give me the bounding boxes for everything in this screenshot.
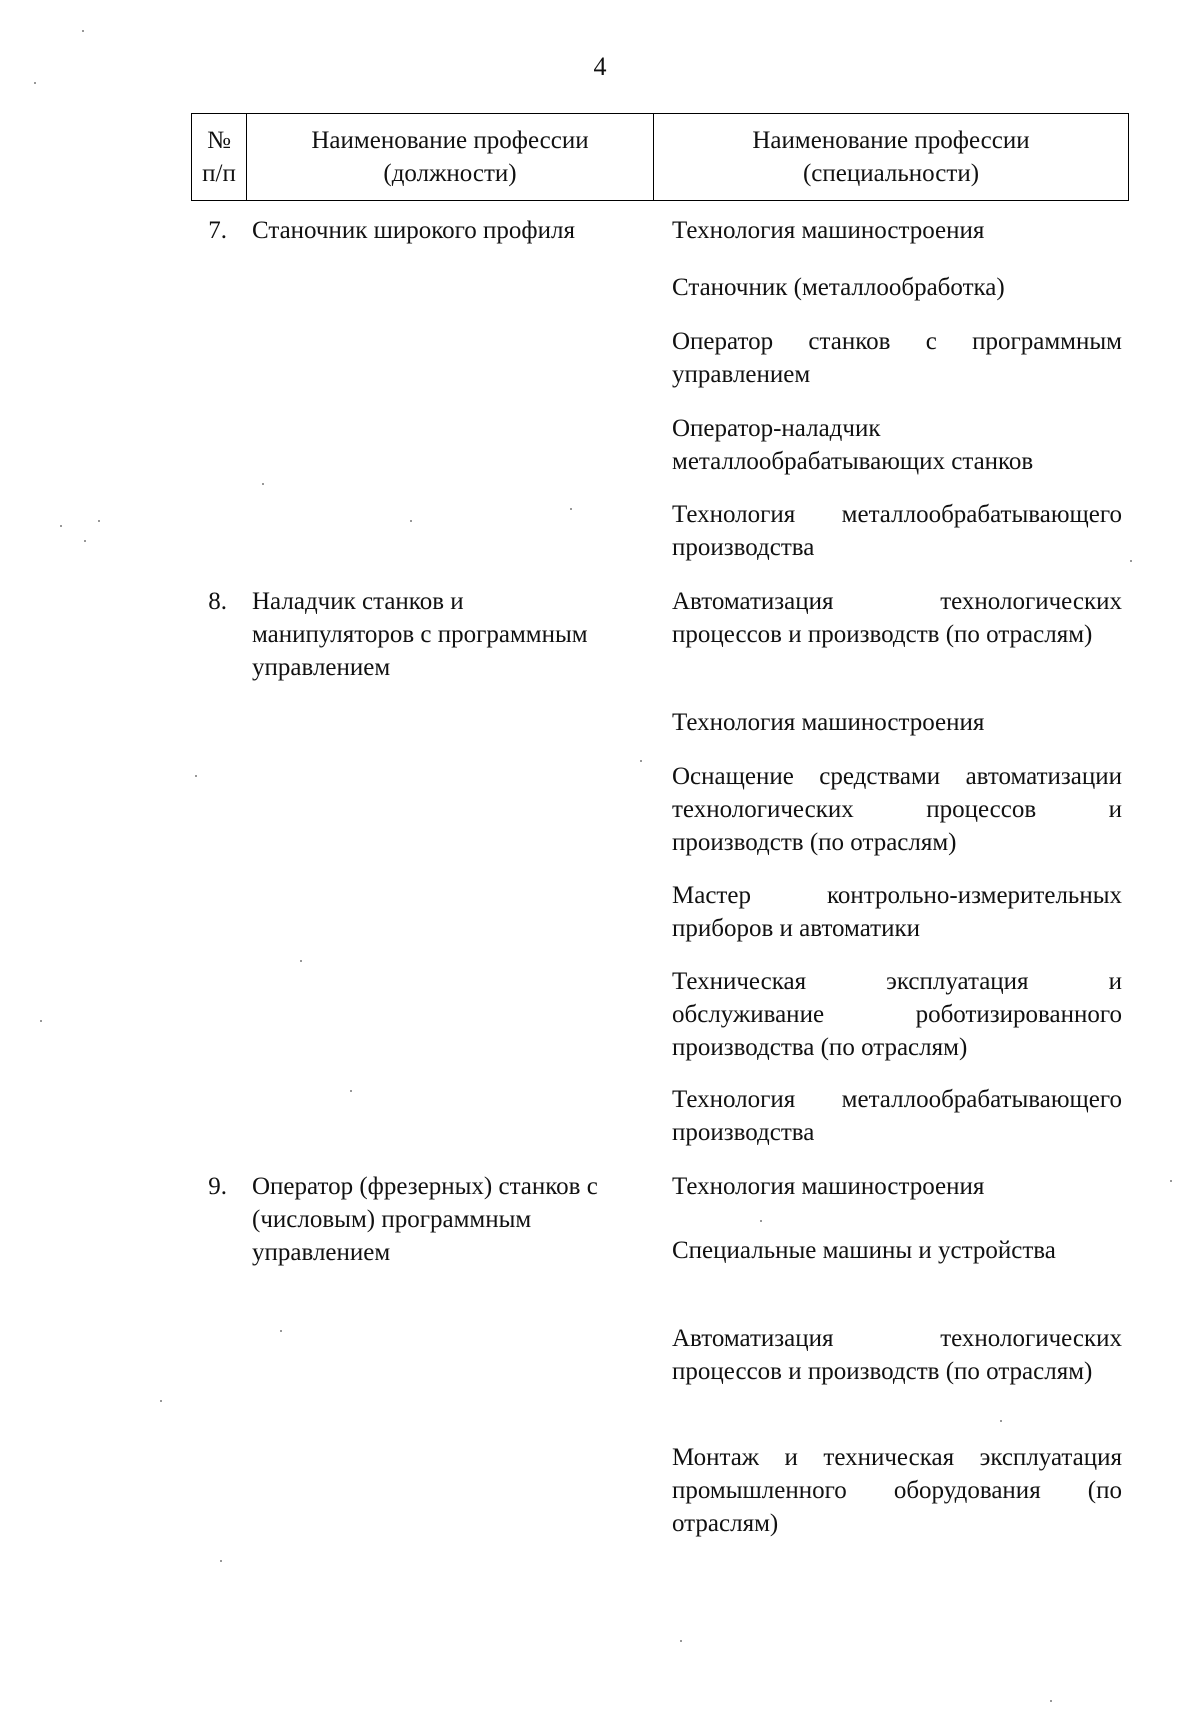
table-header <box>191 113 1129 201</box>
header-profession-line-2: (должности) <box>383 160 517 187</box>
row-7-specialty-2: Станочник (металлообработка) <box>672 274 1005 301</box>
row-7-specialty-3: Оператор станков с программным управлением <box>672 328 1122 388</box>
header-profession-line-1: Наименование профессии <box>311 127 589 154</box>
row-8-specialty-2: Технология машиностроения <box>672 709 985 736</box>
row-7-specialty-5: Технология металлообрабатывающего производства <box>672 501 1122 561</box>
row-8-profession: Наладчик станков и манипуляторов с программным управлением <box>252 588 588 681</box>
row-9-specialty-1: Технология машиностроения <box>672 1173 985 1200</box>
header-num-line-1: № <box>207 127 231 154</box>
row-9-profession: Оператор (фрезерных) станков с (числовым) программным управлением <box>252 1173 598 1266</box>
row-8-specialty-5: Техническая эксплуатация и обслуживание роботизированного производства (по отраслям) <box>672 968 1122 1061</box>
header-num-line-2: п/п <box>202 160 236 187</box>
row-9-specialty-2: Специальные машины и устройства <box>672 1237 1056 1264</box>
row-8-specialty-4: Мастер контрольно-измерительных приборов и автоматики <box>672 882 1122 942</box>
row-8-specialty-3: Оснащение средствами автоматизации технологических процессов и производств (по отраслям) <box>672 763 1122 856</box>
header-num-cell <box>192 114 247 200</box>
page-number: 4 <box>593 52 607 81</box>
row-7-specialty-4: Оператор-наладчик металлообрабатывающих станков <box>672 415 1034 475</box>
header-specialty-line-2: (специальности) <box>802 160 980 187</box>
row-8-specialty-1: Автоматизация технологических процессов и производств (по отраслям) <box>672 588 1122 648</box>
row-8-number: 8. <box>208 588 227 615</box>
row-7-specialty-1: Технология машиностроения <box>672 217 985 244</box>
row-9-number: 9. <box>208 1173 227 1200</box>
header-specialty-line-1: Наименование профессии <box>752 127 1030 154</box>
row-9-specialty-4: Монтаж и техническая эксплуатация промышленного оборудования (по отраслям) <box>672 1444 1122 1537</box>
header-specialty-cell <box>654 114 1128 200</box>
row-7-number: 7. <box>208 217 227 244</box>
header-profession-cell <box>247 114 654 200</box>
row-7-profession: Станочник широкого профиля <box>252 217 575 244</box>
row-8-specialty-6: Технология металлообрабатывающего производства <box>672 1086 1122 1146</box>
row-9-specialty-3: Автоматизация технологических процессов и производств (по отраслям) <box>672 1325 1122 1385</box>
